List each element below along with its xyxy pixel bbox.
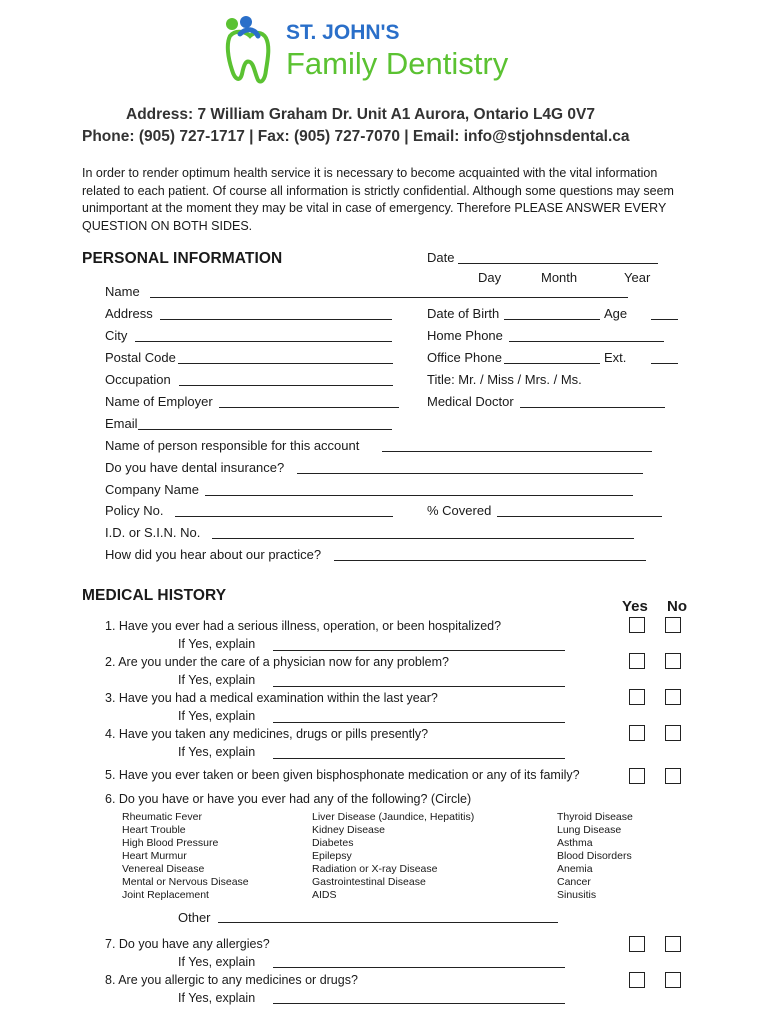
id-sin-label: I.D. or S.I.N. No.: [105, 525, 201, 540]
disease-item[interactable]: AIDS: [312, 889, 337, 901]
disease-item[interactable]: Cancer: [557, 876, 591, 888]
disease-list-col3: [557, 811, 633, 902]
q8-no-checkbox[interactable]: [665, 972, 681, 988]
disease-list-col1: [122, 811, 249, 902]
q7-explain-label: If Yes, explain: [178, 955, 256, 969]
city-label: City: [105, 328, 128, 343]
covered-label: % Covered: [427, 503, 492, 518]
company-label: Company Name: [105, 482, 199, 497]
q1-explain-field[interactable]: [273, 650, 565, 651]
ext-label: Ext.: [604, 350, 627, 365]
id-sin-field[interactable]: [212, 538, 634, 539]
question-3: 3. Have you had a medical examination within the last year?: [105, 691, 438, 705]
disease-item[interactable]: Thyroid Disease: [557, 811, 633, 823]
logo-subtitle: Family Dentistry: [286, 46, 509, 81]
yes-column-header: Yes: [622, 598, 648, 615]
q1-yes-checkbox[interactable]: [629, 617, 645, 633]
disease-item[interactable]: High Blood Pressure: [122, 837, 219, 849]
city-field[interactable]: [135, 341, 392, 342]
disease-item[interactable]: Heart Murmur: [122, 850, 187, 862]
postal-code-field[interactable]: [178, 363, 393, 364]
employer-label: Name of Employer: [105, 394, 213, 409]
email-label: Email: [105, 416, 138, 431]
personal-heading: PERSONAL INFORMATION: [82, 250, 283, 267]
logo: [222, 12, 522, 92]
disease-item[interactable]: Anemia: [557, 863, 593, 875]
employer-field[interactable]: [219, 407, 399, 408]
year-label: Year: [624, 270, 651, 285]
title-label[interactable]: Title: Mr. / Miss / Mrs. / Ms.: [427, 372, 582, 387]
q1-no-checkbox[interactable]: [665, 617, 681, 633]
hear-label: How did you hear about our practice?: [105, 547, 322, 562]
other-field[interactable]: [218, 922, 558, 923]
medical-doctor-field[interactable]: [520, 407, 665, 408]
disease-item[interactable]: Radiation or X-ray Disease: [312, 863, 438, 875]
insurance-field[interactable]: [297, 473, 643, 474]
home-phone-field[interactable]: [509, 341, 664, 342]
dob-label: Date of Birth: [427, 306, 500, 321]
q4-no-checkbox[interactable]: [665, 725, 681, 741]
covered-field[interactable]: [497, 516, 662, 517]
name-field[interactable]: [150, 297, 628, 298]
q5-yes-checkbox[interactable]: [629, 768, 645, 784]
disease-item[interactable]: Rheumatic Fever: [122, 811, 202, 823]
q3-explain-field[interactable]: [273, 722, 565, 723]
date-field[interactable]: [458, 263, 658, 264]
age-field[interactable]: [651, 319, 678, 320]
question-5: 5. Have you ever taken or been given bisphosphonate medication or any of its family?: [105, 768, 580, 782]
question-2: 2. Are you under the care of a physician now for any problem?: [105, 655, 449, 669]
responsible-label: Name of person responsible for this account: [105, 438, 360, 453]
clinic-contact: Phone: (905) 727-1717 | Fax: (905) 727-7070 | Email: info@stjohnsdental.ca: [82, 128, 630, 145]
email-field[interactable]: [138, 429, 392, 430]
medical-heading: MEDICAL HISTORY: [82, 587, 227, 604]
q2-explain-field[interactable]: [273, 686, 565, 687]
dob-field[interactable]: [504, 319, 600, 320]
day-label: Day: [478, 270, 502, 285]
disease-item[interactable]: Mental or Nervous Disease: [122, 876, 249, 888]
q3-no-checkbox[interactable]: [665, 689, 681, 705]
q7-no-checkbox[interactable]: [665, 936, 681, 952]
q8-yes-checkbox[interactable]: [629, 972, 645, 988]
intro-paragraph: In order to render optimum health service it is necessary to become acquainted with the vital information related to each patient. Of course all information is strictly confidential. Although some questions may seem unimportant at the moment they may be vital in case of emergency. Therefore PLEASE ANSWER EVERY QUESTION ON BOTH SIDES.: [82, 166, 674, 233]
policy-field[interactable]: [175, 516, 393, 517]
ext-field[interactable]: [651, 363, 678, 364]
disease-list-col2: [312, 811, 474, 902]
disease-item[interactable]: Blood Disorders: [557, 850, 632, 862]
q2-no-checkbox[interactable]: [665, 653, 681, 669]
tooth-logo-icon: [222, 14, 284, 86]
q5-no-checkbox[interactable]: [665, 768, 681, 784]
other-label: Other: [178, 910, 211, 925]
question-7: 7. Do you have any allergies?: [105, 937, 270, 951]
policy-label: Policy No.: [105, 503, 164, 518]
disease-item[interactable]: Kidney Disease: [312, 824, 385, 836]
q4-explain-field[interactable]: [273, 758, 565, 759]
clinic-address: Address: 7 William Graham Dr. Unit A1 Aurora, Ontario L4G 0V7: [126, 106, 595, 123]
responsible-field[interactable]: [382, 451, 652, 452]
q7-yes-checkbox[interactable]: [629, 936, 645, 952]
age-label: Age: [604, 306, 628, 321]
q8-explain-field[interactable]: [273, 1003, 565, 1004]
disease-item[interactable]: Venereal Disease: [122, 863, 205, 875]
question-6: 6. Do you have or have you ever had any of the following? (Circle): [105, 792, 472, 806]
q4-explain-label: If Yes, explain: [178, 745, 256, 759]
address-field[interactable]: [160, 319, 392, 320]
no-column-header: No: [667, 598, 687, 615]
disease-item[interactable]: Heart Trouble: [122, 824, 186, 836]
disease-item[interactable]: Asthma: [557, 837, 593, 849]
disease-item[interactable]: Gastrointestinal Disease: [312, 876, 426, 888]
insurance-label: Do you have dental insurance?: [105, 460, 285, 475]
question-1: 1. Have you ever had a serious illness, operation, or been hospitalized?: [105, 619, 502, 633]
q7-explain-field[interactable]: [273, 967, 565, 968]
logo-title: ST. JOHN'S: [286, 21, 400, 44]
home-phone-label: Home Phone: [427, 328, 503, 343]
disease-item[interactable]: Sinusitis: [557, 889, 597, 901]
company-field[interactable]: [205, 495, 633, 496]
q1-explain-label: If Yes, explain: [178, 637, 256, 651]
q2-explain-label: If Yes, explain: [178, 673, 256, 687]
question-4: 4. Have you taken any medicines, drugs or pills presently?: [105, 727, 429, 741]
occupation-label: Occupation: [105, 372, 171, 387]
occupation-field[interactable]: [179, 385, 393, 386]
office-phone-field[interactable]: [504, 363, 600, 364]
q3-explain-label: If Yes, explain: [178, 709, 256, 723]
month-label: Month: [541, 270, 578, 285]
disease-item[interactable]: Lung Disease: [557, 824, 622, 836]
address-label: Address: [105, 306, 153, 321]
medical-doctor-label: Medical Doctor: [427, 394, 514, 409]
postal-code-label: Postal Code: [105, 350, 176, 365]
office-phone-label: Office Phone: [427, 350, 502, 365]
disease-item[interactable]: Joint Replacement: [122, 889, 209, 901]
disease-item[interactable]: Diabetes: [312, 837, 354, 849]
q3-yes-checkbox[interactable]: [629, 689, 645, 705]
disease-item[interactable]: Liver Disease (Jaundice, Hepatitis): [312, 811, 475, 823]
disease-item[interactable]: Epilepsy: [312, 850, 352, 862]
q2-yes-checkbox[interactable]: [629, 653, 645, 669]
date-label: Date: [427, 250, 455, 265]
name-label: Name: [105, 284, 140, 299]
q8-explain-label: If Yes, explain: [178, 991, 256, 1005]
question-8: 8. Are you allergic to any medicines or drugs?: [105, 973, 358, 987]
hear-field[interactable]: [334, 560, 646, 561]
q4-yes-checkbox[interactable]: [629, 725, 645, 741]
